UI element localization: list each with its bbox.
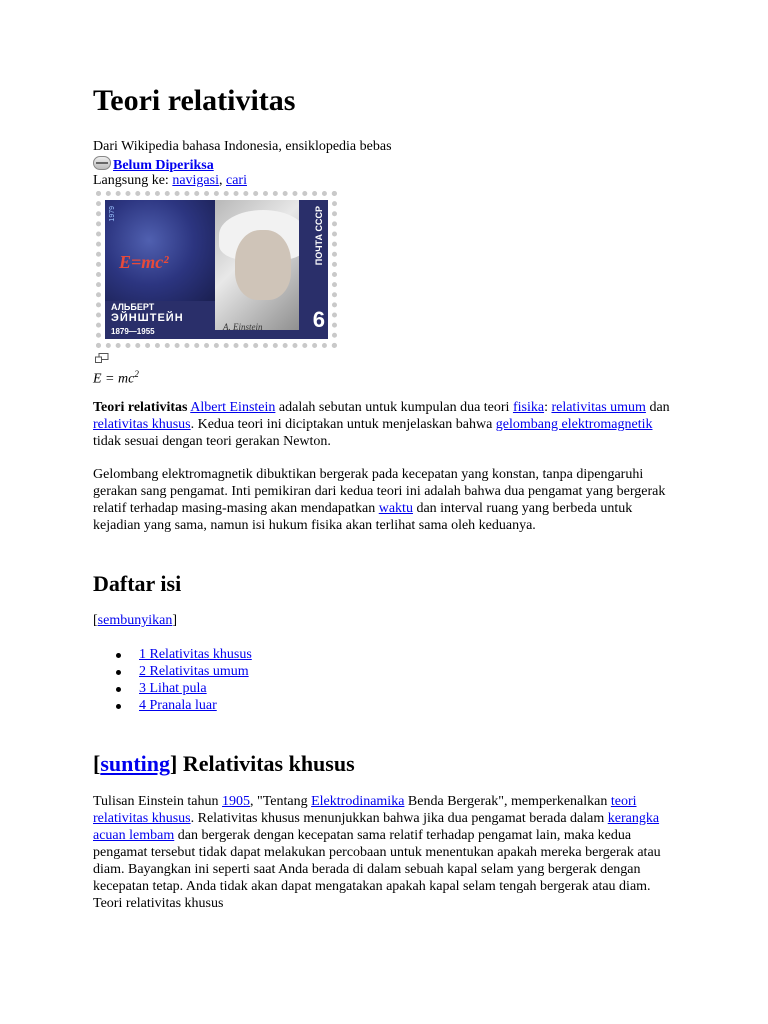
stamp-caption-first-name: АЛЬБЕРТ [111,302,155,312]
magnify-icon[interactable] [95,353,109,363]
link-waktu[interactable]: waktu [378,501,413,516]
stamp-caption-last-name: ЭЙНШТЕЙН [111,312,184,324]
toc-heading: Daftar isi [93,571,182,596]
stamp-year: 1979 [109,206,116,222]
stamp-signature: A. Einstein [223,322,263,332]
jump-separator: , [218,173,226,188]
para3-text-5: dan bergerak dengan kecepatan sama relatif terhadap pengamat lain, maka kedua pengamat tersebut tidak dapat melakukan percobaan untuk menentukan apakah mereka bergerak atau diam. Bayangkan ini seperti saat Anda berada di dalam sebuah kapal selam yang bergerak dengan kecepatan tetap. Anda tidak akan dapat mengatakan apakah kapal selam tengah bergerak atau diam. Teori relativitas khusus [93,828,661,911]
link-relativitas-umum[interactable]: relativitas umum [551,400,646,415]
intro-text-1: adalah sebutan untuk kumpulan dua teori [275,400,513,415]
para3-text-2: , "Tentang [250,794,312,809]
stamp-denomination: 6 [312,307,325,332]
section-heading-relativitas-khusus [93,751,355,777]
toc-link-relativitas-umum[interactable]: 2 Relativitas umum [139,664,249,679]
section-paragraph [93,793,673,912]
formula-text: E = mc [93,371,135,387]
intro-paragraph [93,399,673,450]
link-fisika[interactable]: fisika [512,400,545,415]
stamp-caption-years: 1879—1955 [111,327,155,336]
stamp-space-background [105,200,215,301]
intro-text-5: tidak sesuai dengan teori gerakan Newton. [93,434,331,449]
jump-links [93,173,247,189]
link-1905[interactable]: 1905 [222,794,250,809]
toc-link-pranala-luar[interactable]: 4 Pranala luar [139,698,217,713]
link-gelombang-elektromagnetik[interactable]: gelombang elektromagnetik [495,417,653,432]
para2-text-1: Gelombang elektromagnetik dibuktikan bergerak pada kecepatan yang konstan, tanpa dipengaruhi gerakan sang pengamat. Inti pemikiran dari kedua teori ini adalah bahwa dua pengamat yang bergerak relatif terhadap masing-masing akan mendapatkan [93,467,666,516]
edit-bracket-close: ] [170,751,178,776]
formula-superscript: 2 [134,369,139,379]
toc-toggle [93,613,177,629]
toc-item [93,663,252,680]
jump-navigation-link[interactable]: navigasi [172,173,219,188]
toc-item [93,680,252,697]
toc-item [93,697,252,714]
stamp-post-label: ПОЧТА СССР [314,206,324,266]
intro-text-2: : [544,400,552,415]
second-paragraph [93,466,673,534]
edit-section-link[interactable]: sunting [100,751,171,776]
para3-text-3: Benda Bergerak", memperkenalkan [404,794,611,809]
stamp-formula: E=mc² [119,252,169,272]
para3-text-1: Tulisan Einstein tahun [93,794,222,809]
intro-bold-term: Teori relativitas [93,400,188,415]
section-title: Relativitas khusus [177,751,355,776]
toc-list [93,646,252,714]
toc-item [93,646,252,663]
stamp-portrait-face [235,230,291,300]
flagged-revision-link[interactable]: Belum Diperiksa [113,158,214,173]
image-caption-formula [93,366,139,388]
link-relativitas-khusus[interactable]: relativitas khusus [93,417,191,432]
para2-text-2: dan interval ruang yang berbeda untuk kejadian yang sama, namun isi hukum fisika akan terlihat sama oleh keduanya. [93,501,633,533]
para3-text-4: . Relativitas khusus menunjukkan bahwa jika dua pengamat berada dalam [190,811,608,826]
link-kerangka-acuan-lembam[interactable]: kerangka acuan lembam [93,811,660,843]
einstein-stamp-image[interactable] [96,191,337,348]
link-albert-einstein[interactable]: Albert Einstein [190,400,276,415]
subtitle: Dari Wikipedia bahasa Indonesia, ensiklopedia bebas [93,139,392,154]
page-title: Teori relativitas [93,84,296,117]
toc-hide-link[interactable]: sembunyikan [97,613,173,628]
toc-link-relativitas-khusus[interactable]: 1 Relativitas khusus [139,647,252,662]
intro-text-3: dan [645,400,670,415]
toc-toggle-bracket-close: ] [172,613,177,628]
stamp-artwork [105,200,328,339]
intro-text-4: . Kedua teori ini diciptakan untuk menjelaskan bahwa [190,417,496,432]
link-teori-relativitas-khusus[interactable]: teori relativitas khusus [93,794,637,826]
jump-search-link[interactable]: cari [225,173,247,188]
flagged-revision [93,156,214,174]
edit-bracket-open: [ [93,751,101,776]
jump-prefix: Langsung ke: [93,173,173,188]
toc-link-lihat-pula[interactable]: 3 Lihat pula [139,681,207,696]
toc-toggle-bracket-open: [ [93,613,98,628]
flagged-revision-icon [93,156,111,170]
link-elektrodinamika[interactable]: Elektrodinamika [311,794,405,809]
stamp-right-band [299,200,328,339]
